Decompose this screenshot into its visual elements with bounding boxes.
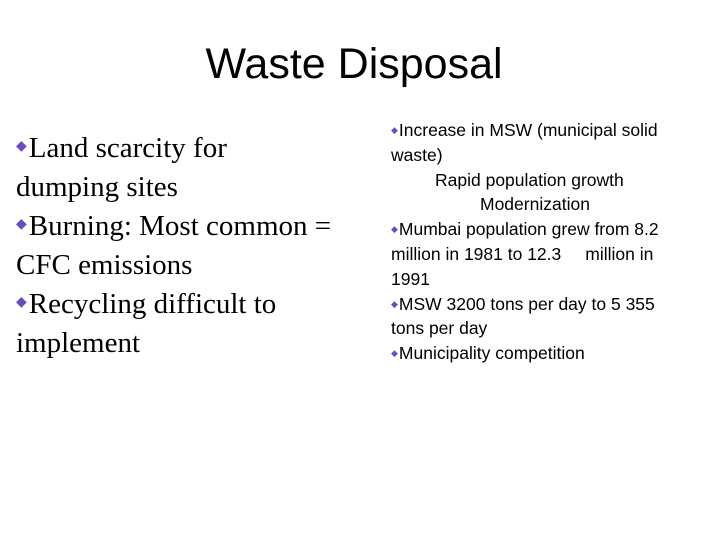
left-bullet-text: Recycling difficult to implement	[16, 288, 277, 359]
diamond-bullet-icon: ◆	[16, 139, 27, 154]
right-bullet-list	[391, 118, 681, 366]
right-bullet-text: Increase in MSW (municipal solid waste)	[391, 120, 658, 165]
right-bullet-item	[391, 118, 681, 168]
diamond-bullet-icon: ◆	[391, 348, 398, 359]
right-bullet-text-cont: million in 1991	[391, 243, 654, 289]
left-bullet-item	[16, 284, 336, 362]
right-bullet-text: Mumbai population grew from 8.2 million in 1981 to 12.3	[391, 219, 659, 264]
left-bullet-list	[16, 128, 336, 362]
left-bullet-item	[16, 128, 336, 206]
left-bullet-text: Burning: Most common = CFC emissions	[16, 210, 332, 281]
diamond-bullet-icon: ◆	[391, 224, 398, 235]
right-bullet-text: MSW 3200 tons per day to 5 355 tons per day	[391, 293, 655, 339]
diamond-bullet-icon: ◆	[391, 125, 398, 135]
right-subpoint: Rapid population growth	[435, 169, 624, 190]
slide-title: Waste Disposal	[205, 40, 503, 88]
diamond-bullet-icon: ◆	[16, 217, 27, 232]
right-bullet-text: Municipality competition	[398, 343, 585, 364]
diamond-bullet-icon: ◆	[16, 295, 27, 310]
diamond-bullet-icon: ◆	[391, 298, 398, 309]
right-subpoint: Modernization	[480, 194, 590, 215]
right-bullet-item	[391, 217, 681, 291]
right-bullet-item	[391, 341, 681, 366]
left-bullet-item	[16, 206, 336, 284]
right-bullet-item	[391, 292, 681, 342]
left-bullet-text: Land scarcity for dumping sites	[16, 132, 227, 203]
